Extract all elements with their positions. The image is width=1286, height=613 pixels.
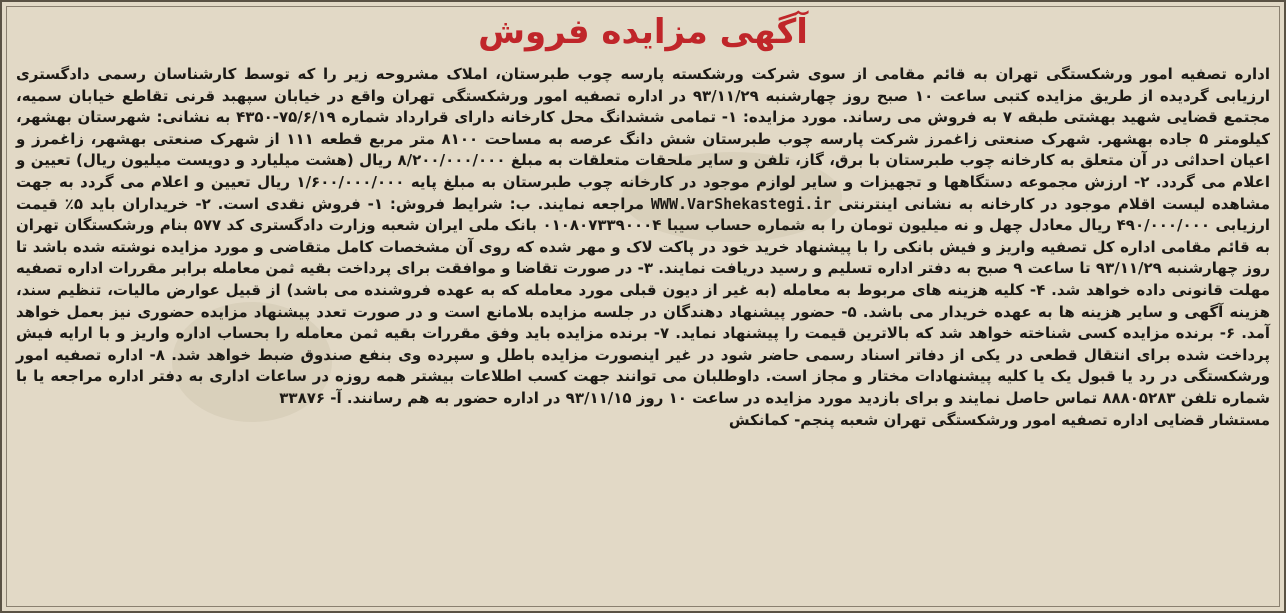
intro-paragraph: [16, 64, 1270, 410]
signature: مستشار قضایی اداره تصفیه امور ورشکستگی تهران شعبه پنجم- کمانکش: [728, 410, 1270, 429]
notice-title: آگهی مزایده فروش: [478, 12, 808, 52]
website-link[interactable]: WWW.VarShekastegi.ir: [650, 194, 832, 213]
notice-body: [16, 64, 1270, 597]
auction-items-text: مورد مزایده: ۱- تمامی ششدانگ محل کارخانه دارای قرارداد شماره ۷۵/۶/۱۹-۴۳۵۰ به نشانی: شهرستان بهشهر، کیلومتر ۵ جاده بهشهر. شهرک صنعتی زاغمرز شرکت پارسه چوب طبرستان شش دانگ عرصه به مساحت ۸۱۰۰ متر مربع قطعه ۱۱۱ از شهرک صنعتی بهشهر، زاغمرز و اعیان احداثی در آن متعلق به کارخانه چوب طبرستان با برق، گاز، تلفن و سایر ملحقات متعلقات به مبلغ ۸/۲۰۰/۰۰۰/۰۰۰ ریال (هشت میلیارد و دویست میلیون ریال) تعیین و اعلام می گردد. ۲- ارزش مجموعه دستگاهها و تجهیزات و سایر لوازم موجود در کارخانه چوب طبرستان به مبلغ پایه ۱/۶۰۰/۰۰۰/۰۰۰ ریال تعیین و اعلام می گردد به جهت مشاهده لیست اقلام موجود در کارخانه به نشانی اینترنتی: [16, 108, 1271, 213]
ad-code: آ- ۳۳۸۷۶: [279, 388, 342, 407]
signature-line: [16, 410, 1270, 432]
intro-text: اداره تصفیه امور ورشکستگی تهران به قائم مقامی از سوی شرکت ورشکسته پارسه چوب طبرستان، املاک مشروحه زیر را که توسط کارشناسان رسمی دادگستری ارزیابی گردیده از طریق مزایده کتبی ساعت ۱۰ صبح روز چهارشنبه ۹۳/۱۱/۲۹ در اداره تصفیه امور ورشکستگی تهران واقع در خیابان سپهبد قرنی تقاطع خیابان سمیه، مجتمع قضایی شهید بهشتی طبقه ۷ به فروش می رساند.: [16, 65, 1271, 127]
auction-items-outro: مراجعه نمایند.: [537, 194, 645, 213]
sale-conditions-text: ب: شرایط فروش: ۱- فروش نقدی است. ۲- خریداران باید ۵٪ قیمت ارزیابی ۴۹۰/۰۰۰/۰۰۰ ریال معادل چهل و نه میلیون تومان را به شماره حساب سیبا ۰۱۰۸۰۷۳۳۹۰۰۰۴ بانک ملی ایران شعبه وزارت دادگستری کد ۵۷۷ بنام ورشکستگان تهران به قائم مقامی اداره کل تصفیه واریز و فیش بانکی را با پیشنهاد خرید خود در پاکت لاک و مهر شده که روی آن مشخصات کامل متقاضی و مورد مزایده نوشته شده باشد تا روز چهارشنبه ۹۳/۱۱/۲۹ تا ساعت ۹ صبح به دفتر اداره تسلیم و رسید دریافت نمایند. ۳- در صورت تقاضا و موافقت برای پرداخت بقیه ثمن معامله برابر مقررات اداره تصفیه مهلت قانونی داده خواهد شد. ۴- کلیه هزینه های مربوط به معامله (به غیر از دیون قبلی مورد معامله که به عهده فروشنده می باشد) از قبیل عوارض مالیات، تنظیم سند، هزینه آگهی و سایر هزینه ها به عهده خریدار می باشد. ۵- حضور پیشنهاد دهندگان در جلسه مزایده بلامانع است و در صورت تعدد پیشنهاد مزایده حضوری نیز بعمل خواهد آمد. ۶- برنده مزایده کسی شناخته خواهد شد که بالاترین قیمت را پیشنهاد نماید. ۷- برنده مزایده باید وفق مقررات بقیه ثمن معامله را بحساب اداره واریز و با ارایه فیش پرداخت شده برای انتقال قطعی در یکی از دفاتر اسناد رسمی حاضر شود در غیر اینصورت مزایده باطل و سپرده وی بنفع صندوق ضبط خواهد شد. ۸- اداره تصفیه امور ورشکستگی در رد یا قبول یک یا کلیه پیشنهادات مختار و مجاز است. داوطلبان می توانند جهت کسب اطلاعات بیشتر همه روزه در ساعات اداری به دفتر اداره مراجعه یا با شماره تلفن ۸۸۸۰۵۲۸۳ تماس حاصل نمایند و برای بازدید مورد مزایده در ساعت ۱۰ روز ۹۳/۱۱/۱۵ در اداره حضور به هم رسانند.: [16, 194, 1271, 407]
